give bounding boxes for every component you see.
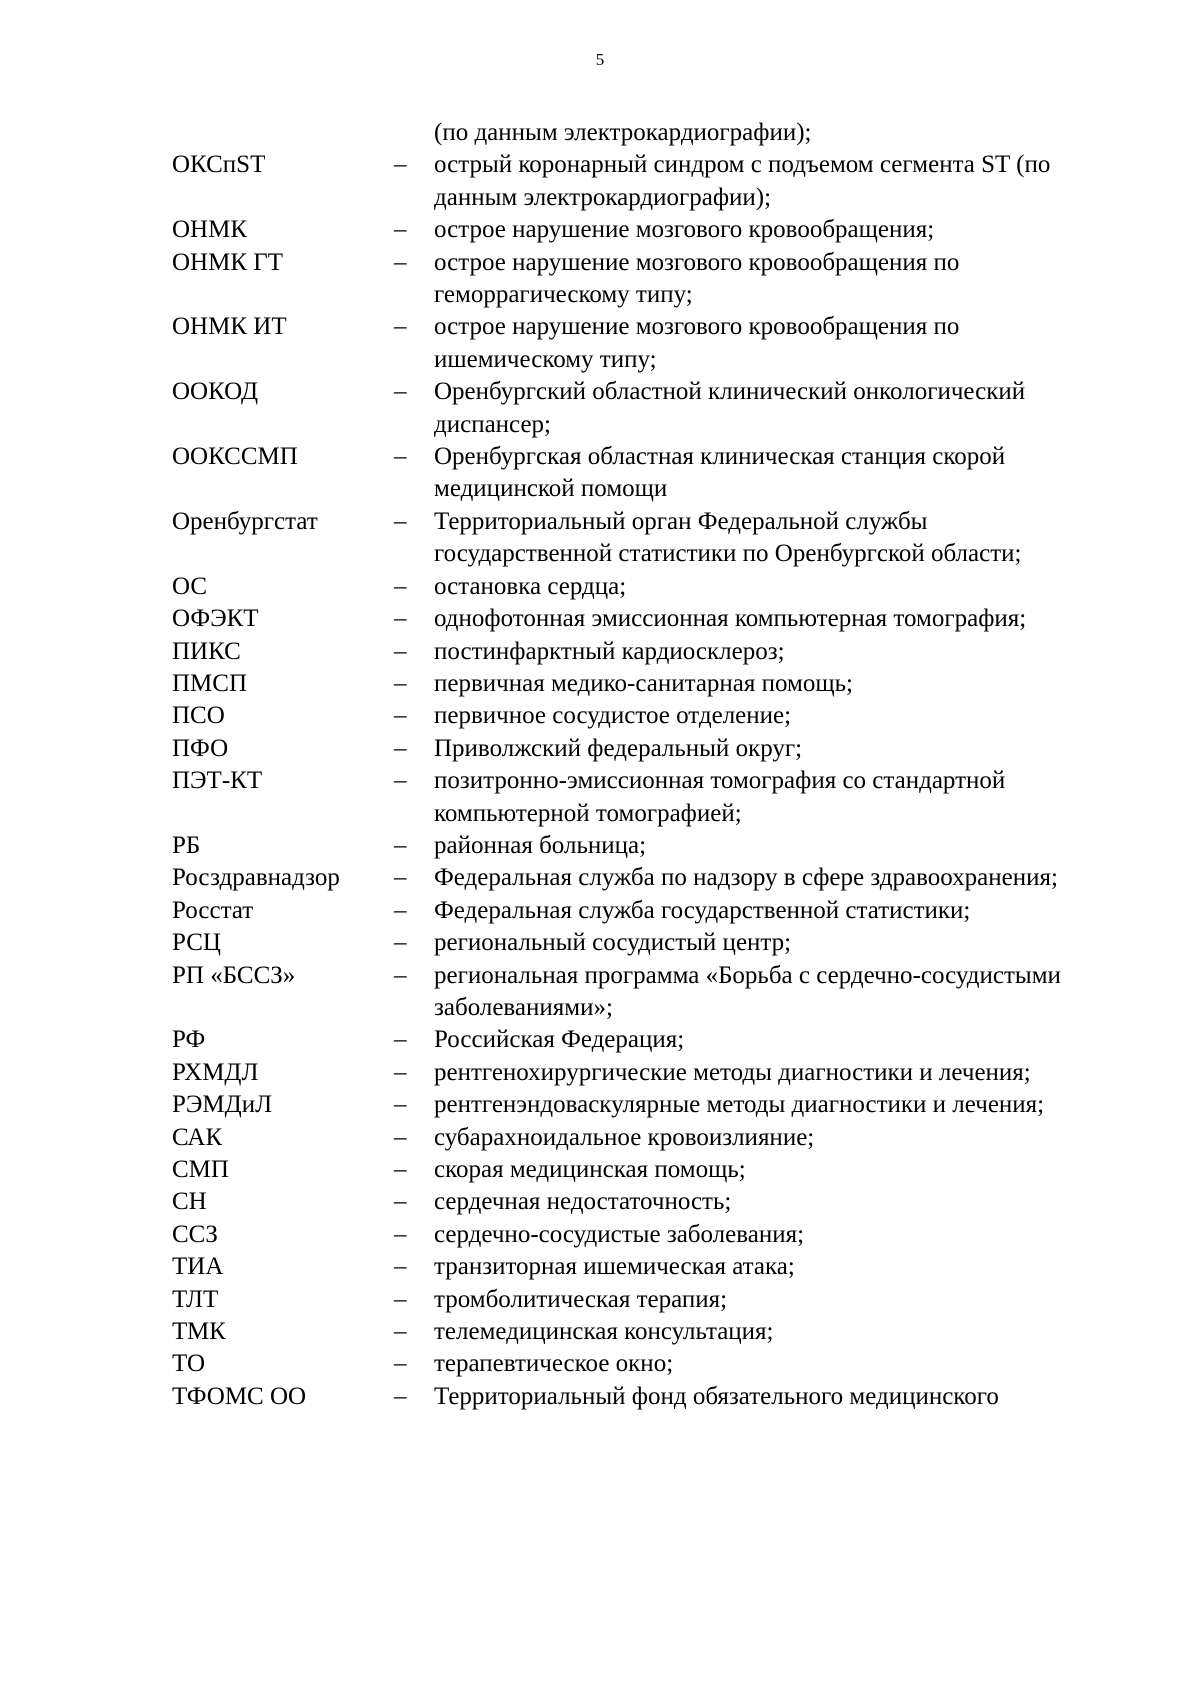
abbreviation-row	[172, 1381, 1132, 1413]
abbreviation-row	[172, 636, 1132, 668]
abbreviation-term: РХМДЛ	[172, 1058, 259, 1086]
abbreviation-term: ОНМК ГТ	[172, 248, 283, 276]
dash-separator: –	[394, 864, 407, 892]
abbreviation-row	[172, 895, 1132, 927]
abbreviation-definition: транзиторная ишемическая атака;	[434, 1253, 795, 1281]
abbreviation-row	[172, 149, 1132, 214]
abbreviation-definition: региональный сосудистый центр;	[434, 929, 792, 957]
abbreviation-row	[172, 668, 1132, 700]
abbreviation-definition: региональная программа «Борьба с сердечно-сосудистыми заболеваниями»;	[434, 961, 1061, 1021]
dash-separator: –	[394, 1350, 407, 1378]
abbreviation-row	[172, 830, 1132, 862]
abbreviation-definition: острое нарушение мозгового кровообращения;	[434, 216, 935, 244]
abbreviation-definition: районная больница;	[434, 831, 647, 859]
abbreviation-row	[172, 506, 1132, 571]
dash-separator: –	[394, 1220, 407, 1248]
abbreviation-term: ТЛТ	[172, 1285, 219, 1313]
abbreviation-row	[172, 960, 1132, 1025]
abbreviation-row	[172, 1251, 1132, 1283]
dash-separator: –	[394, 1382, 407, 1410]
dash-separator: –	[394, 605, 407, 633]
abbreviation-row	[172, 862, 1132, 894]
abbreviation-term: Оренбургстат	[172, 507, 318, 535]
dash-separator: –	[394, 929, 407, 957]
abbreviation-definition: сердечная недостаточность;	[434, 1188, 732, 1216]
abbreviation-term: ПМСП	[172, 669, 248, 697]
abbreviation-term: ОНМК ИТ	[172, 313, 287, 341]
abbreviation-term: ОКСпST	[172, 151, 266, 179]
abbreviation-definition: позитронно-эмиссионная томография со стандартной компьютерной томографией;	[434, 767, 1006, 827]
abbreviation-row	[172, 1219, 1132, 1251]
abbreviation-definition: рентгенохирургические методы диагностики и лечения;	[434, 1058, 1031, 1086]
abbreviation-definition: Федеральная служба по надзору в сфере здравоохранения;	[434, 864, 1058, 892]
abbreviation-term: ПЭТ-КТ	[172, 767, 263, 795]
continuation-row	[172, 117, 1132, 149]
abbreviation-term: ООКОД	[172, 378, 259, 406]
dash-separator: –	[394, 896, 407, 924]
abbreviation-term: СН	[172, 1188, 207, 1216]
abbreviation-definition: Федеральная служба государственной статистики;	[434, 896, 971, 924]
abbreviation-definition: Территориальный орган Федеральной службы государственной статистики по Оренбургской области;	[434, 507, 1022, 568]
abbreviation-definition: однофотонная эмиссионная компьютерная томография;	[434, 605, 1027, 633]
dash-separator: –	[394, 961, 407, 989]
abbreviation-definition: Российская Федерация;	[434, 1026, 685, 1054]
dash-separator: –	[394, 1091, 407, 1119]
abbreviation-term: ПФО	[172, 734, 229, 762]
abbreviation-term: ОФЭКТ	[172, 605, 259, 633]
abbreviation-row	[172, 1024, 1132, 1056]
dash-separator: –	[394, 702, 407, 730]
dash-separator: –	[394, 1156, 407, 1183]
abbreviation-row	[172, 311, 1132, 376]
abbreviation-term: ООКССМП	[172, 443, 298, 471]
abbreviation-definition: рентгенэндоваскулярные методы диагностики и лечения;	[434, 1091, 1045, 1119]
abbreviation-definition: Территориальный фонд обязательного медицинского	[434, 1382, 999, 1410]
abbreviation-term: РЭМДиЛ	[172, 1091, 273, 1119]
abbreviation-definition: острое нарушение мозгового кровообращения по геморрагическому типу;	[434, 248, 960, 309]
dash-separator: –	[394, 734, 407, 762]
abbreviation-row	[172, 1089, 1132, 1121]
abbreviation-row	[172, 1186, 1132, 1218]
abbreviation-row	[172, 1122, 1132, 1154]
abbreviation-definition: сердечно-сосудистые заболевания;	[434, 1220, 805, 1248]
abbreviation-term: Росстат	[172, 896, 254, 924]
abbreviation-term: ТФОМС ОО	[172, 1382, 307, 1410]
abbreviation-term: ПСО	[172, 702, 225, 730]
dash-separator: –	[394, 378, 407, 406]
abbreviation-row	[172, 765, 1132, 830]
dash-separator: –	[394, 1188, 407, 1216]
abbreviation-term: РП «БССЗ»	[172, 961, 296, 989]
abbreviation-definition: первичное сосудистое отделение;	[434, 702, 792, 730]
dash-separator: –	[394, 507, 407, 535]
abbreviation-row	[172, 1154, 1132, 1186]
abbreviation-definition: Оренбургская областная клиническая станция скорой медицинской помощи	[434, 443, 1006, 503]
abbreviation-list	[172, 117, 1132, 1413]
abbreviation-row	[172, 927, 1132, 959]
dash-separator: –	[394, 443, 407, 471]
abbreviation-term: Росздравнадзор	[172, 864, 340, 892]
abbreviation-definition: Приволжский федеральный округ;	[434, 734, 803, 762]
abbreviation-term: РФ	[172, 1026, 206, 1054]
abbreviation-definition: остановка сердца;	[434, 572, 627, 600]
abbreviation-definition: скорая медицинская помощь;	[434, 1156, 746, 1183]
abbreviation-row	[172, 571, 1132, 603]
abbreviation-definition: острое нарушение мозгового кровообращения по ишемическому типу;	[434, 313, 960, 373]
continuation-text: (по данным электрокардиографии);	[434, 119, 812, 146]
abbreviation-term: РБ	[172, 831, 201, 859]
page-number: 5	[595, 50, 605, 69]
dash-separator: –	[394, 1285, 407, 1313]
dash-separator: –	[394, 313, 407, 341]
dash-separator: –	[394, 637, 407, 665]
abbreviation-row	[172, 214, 1132, 246]
abbreviation-row	[172, 1057, 1132, 1089]
abbreviation-definition: субарахноидальное кровоизлияние;	[434, 1123, 815, 1151]
dash-separator: –	[394, 831, 407, 859]
abbreviation-definition: первичная медико-санитарная помощь;	[434, 669, 853, 697]
dash-separator: –	[394, 1058, 407, 1086]
dash-separator: –	[394, 1318, 407, 1346]
dash-separator: –	[394, 151, 407, 179]
abbreviation-definition: телемедицинская консультация;	[434, 1318, 774, 1346]
abbreviation-term: РСЦ	[172, 929, 221, 957]
dash-separator: –	[394, 1123, 407, 1151]
abbreviation-row	[172, 700, 1132, 732]
abbreviation-row	[172, 1316, 1132, 1348]
abbreviation-term: ПИКС	[172, 637, 241, 665]
abbreviation-term: ССЗ	[172, 1220, 218, 1248]
dash-separator: –	[394, 1026, 407, 1054]
abbreviation-row	[172, 1284, 1132, 1316]
abbreviation-definition: постинфарктный кардиосклероз;	[434, 637, 785, 665]
abbreviation-definition: тромболитическая терапия;	[434, 1285, 728, 1313]
dash-separator: –	[394, 248, 407, 276]
abbreviation-row	[172, 376, 1132, 441]
abbreviation-term: ОНМК	[172, 216, 248, 244]
abbreviation-term: ТИА	[172, 1253, 224, 1281]
dash-separator: –	[394, 1253, 407, 1281]
abbreviation-row	[172, 603, 1132, 635]
abbreviation-row	[172, 441, 1132, 506]
abbreviation-definition: терапевтическое окно;	[434, 1350, 674, 1378]
dash-separator: –	[394, 669, 407, 697]
abbreviation-row	[172, 733, 1132, 765]
abbreviation-term: ТМК	[172, 1318, 226, 1346]
dash-separator: –	[394, 767, 407, 795]
abbreviation-definition: Оренбургский областной клинический онкологический диспансер;	[434, 378, 1026, 438]
dash-separator: –	[394, 572, 407, 600]
abbreviation-term: САК	[172, 1123, 223, 1151]
abbreviation-definition: острый коронарный синдром с подъемом сегмента ST (по данным электрокардиографии);	[434, 151, 1051, 211]
abbreviation-row	[172, 247, 1132, 312]
abbreviation-term: ОС	[172, 572, 208, 600]
dash-separator: –	[394, 216, 407, 244]
abbreviation-term: СМП	[172, 1156, 229, 1183]
abbreviation-term: ТО	[172, 1350, 205, 1378]
abbreviation-row	[172, 1348, 1132, 1380]
